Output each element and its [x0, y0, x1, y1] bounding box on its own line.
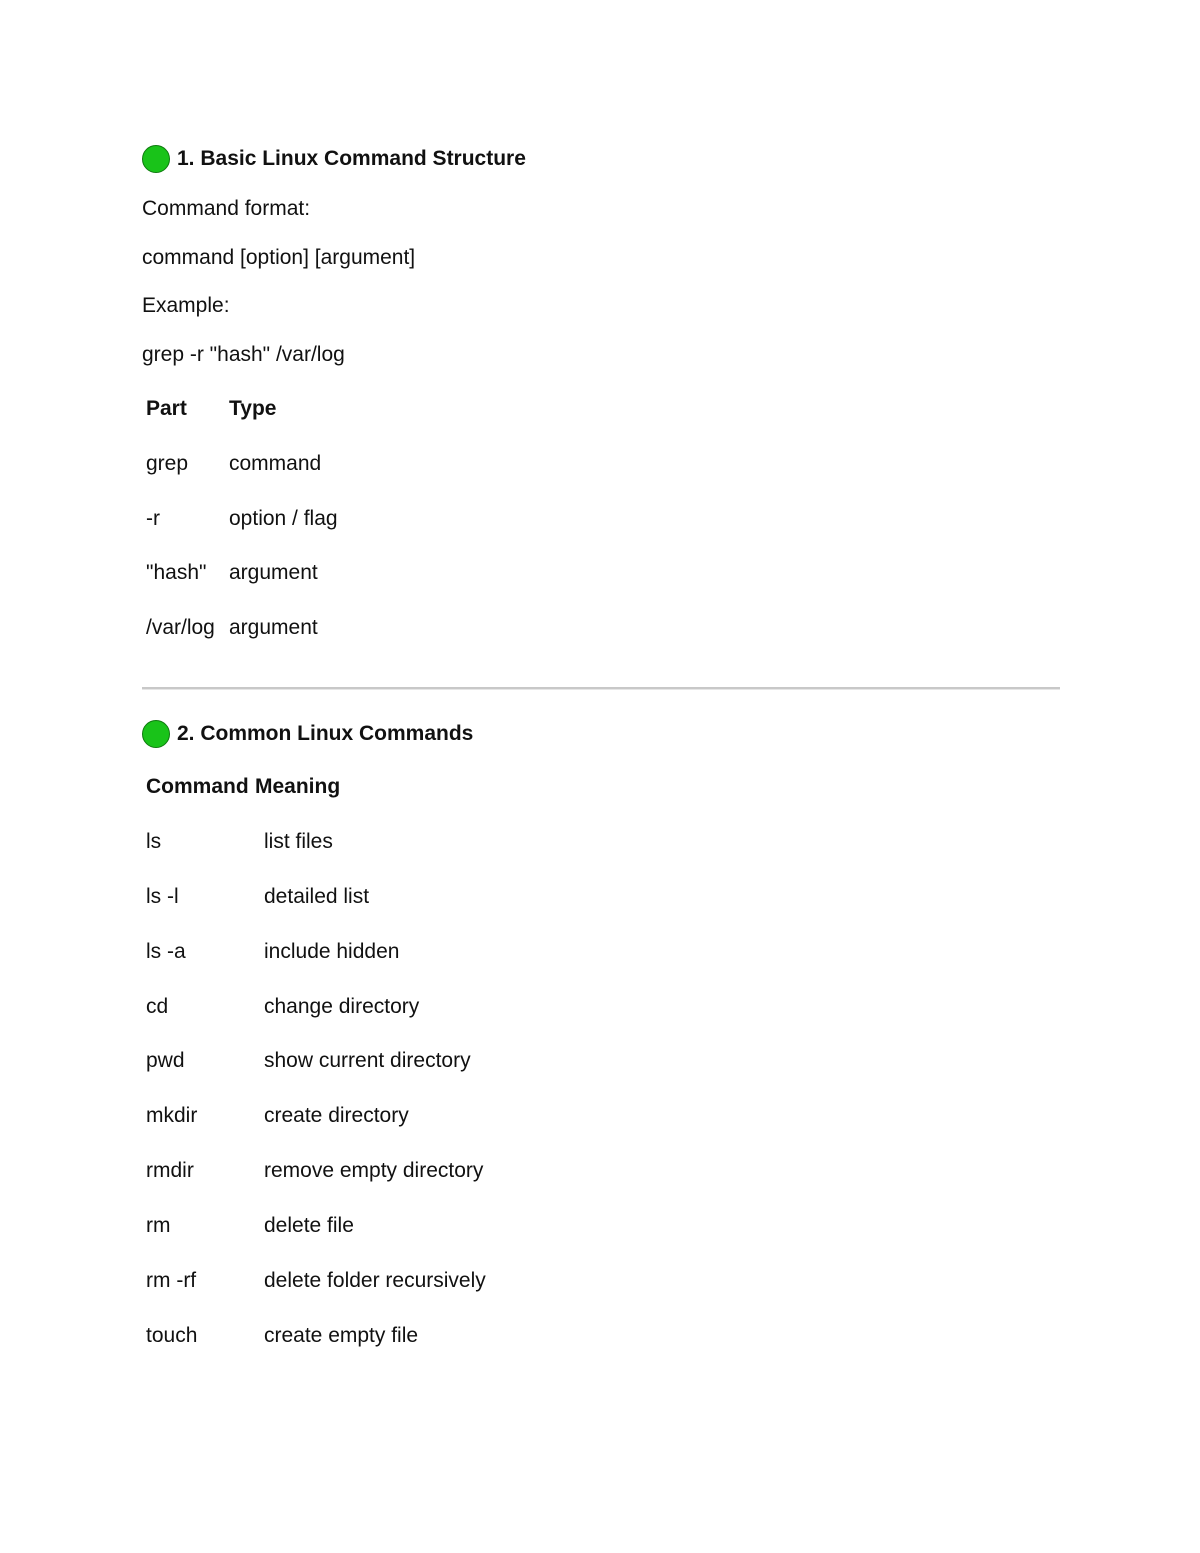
part-cell: -r — [146, 507, 160, 530]
meaning-cell: remove empty directory — [264, 1159, 484, 1182]
command-cell: cd — [146, 995, 169, 1018]
example-label: Example: — [142, 294, 230, 317]
section-2-title: 2. Common Linux Commands — [177, 722, 474, 745]
command-cell: ls — [146, 830, 162, 853]
column-header-meaning: Meaning — [255, 775, 341, 798]
command-cell: ls -l — [146, 885, 179, 908]
column-header-type: Type — [229, 397, 277, 420]
part-cell: /var/log — [146, 616, 215, 639]
green-circle-icon — [142, 720, 170, 748]
type-cell: argument — [229, 616, 318, 639]
example-value: grep -r "hash" /var/log — [142, 343, 345, 366]
command-cell: pwd — [146, 1049, 185, 1072]
command-format-label: Command format: — [142, 197, 311, 220]
meaning-cell: create directory — [264, 1104, 409, 1127]
command-cell: mkdir — [146, 1104, 198, 1127]
command-cell: rmdir — [146, 1159, 194, 1182]
column-header-command: Command — [146, 775, 249, 798]
meaning-cell: create empty file — [264, 1324, 419, 1347]
section-1-title: 1. Basic Linux Command Structure — [177, 147, 526, 170]
meaning-cell: list files — [264, 830, 333, 853]
meaning-cell: include hidden — [264, 940, 400, 963]
part-cell: grep — [146, 452, 189, 475]
command-format-value: command [option] [argument] — [142, 246, 416, 269]
section-2-heading — [142, 719, 473, 749]
green-circle-icon — [142, 145, 170, 173]
meaning-cell: detailed list — [264, 885, 370, 908]
part-cell: "hash" — [146, 561, 207, 584]
command-cell: touch — [146, 1324, 198, 1347]
column-header-part: Part — [146, 397, 187, 420]
section-divider — [142, 687, 1060, 690]
meaning-cell: show current directory — [264, 1049, 471, 1072]
section-1-heading — [142, 144, 526, 174]
meaning-cell: change directory — [264, 995, 420, 1018]
type-cell: argument — [229, 561, 318, 584]
command-cell: rm — [146, 1214, 171, 1237]
type-cell: option / flag — [229, 507, 338, 530]
command-cell: ls -a — [146, 940, 186, 963]
meaning-cell: delete folder recursively — [264, 1269, 486, 1292]
command-cell: rm -rf — [146, 1269, 197, 1292]
meaning-cell: delete file — [264, 1214, 354, 1237]
type-cell: command — [229, 452, 322, 475]
